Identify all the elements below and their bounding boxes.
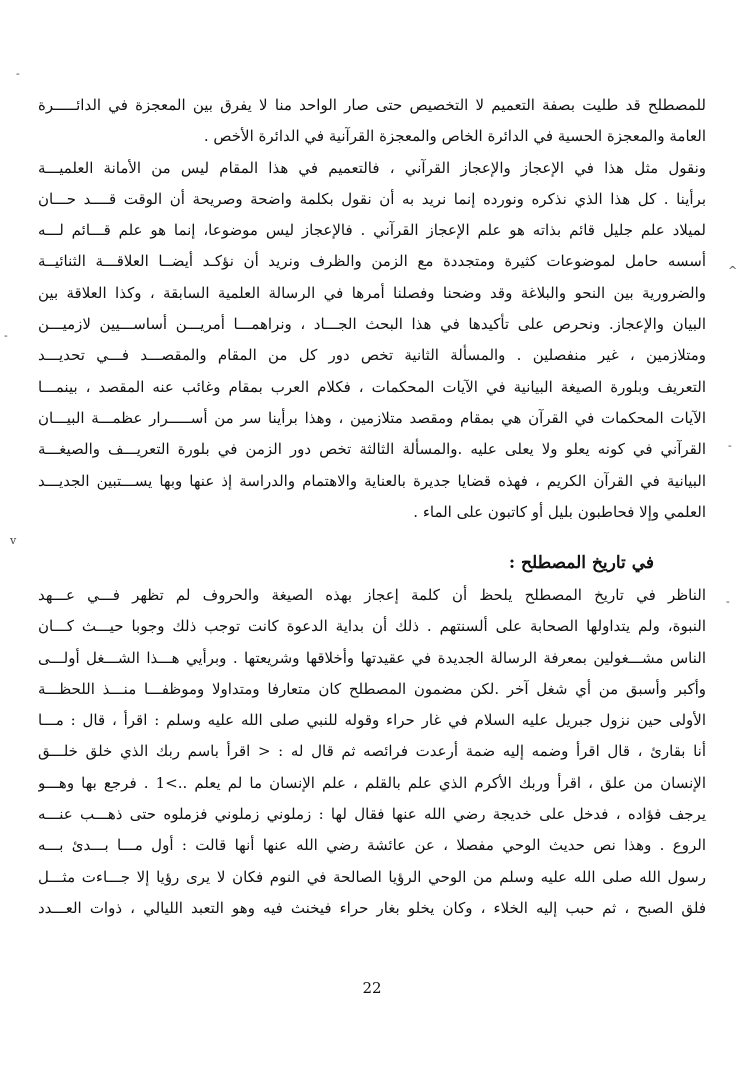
text-line: الناظر في تاريخ المصطلح يلحظ أن كلمة إعجاز بهذه الصيغة والحروف لم تظهر فـــي عـــهد xyxy=(38,586,706,604)
text-line: للمصطلح قد طليت بصفة التعميم لا التخصيص حتى صار الواحد منا لا يفرق بين المعجزة في الدائـــــرة xyxy=(38,96,706,114)
text-line: أسسه حامل لموضوعات كثيرة ومتجددة مع الزمن والظرف ونريد أن نؤكـد أيضــا العلاقـــة الثنائيــة xyxy=(38,252,706,271)
body-text-section-2 xyxy=(38,580,706,960)
text-line: الآيات المحكمات في القرآن هي بمقام ومقصد متلازمين ، وهذا برأينا سر من أســـــرار عظمـــة البيـــان xyxy=(38,408,706,427)
text-line: رسول الله صلى الله عليه وسلم من الوحي الرؤيا الصالحة في النوم فكان لا يرى رؤيا إلا جـــاءت مثـــل xyxy=(38,867,706,886)
text-line: أنا بقارئ ، قال اقرأ وضمه إليه ضمة أرعدت فرائصه ثم قال له : < اقرأ باسم ربك الذي خلق خلـــق xyxy=(38,742,706,761)
margin-mark: - xyxy=(4,329,8,342)
text-line: الناس مشـــغولين بمعرفة الرسالة الجديدة في عقيدتها وأخلاقها وشريعتها . وبرأيي هـــذا الشـــغل أولـــى xyxy=(38,648,706,667)
text-line: ومتلازمين ، غير منفصلين . والمسألة الثانية تخص دور كل من المقام والمقصـــد فـــي تحديـــد xyxy=(38,346,706,365)
section-heading: في تاريخ المصطلح : xyxy=(508,553,654,573)
margin-mark: v xyxy=(10,534,17,547)
text-line: البيان والإعجاز. ونحرص على تأكيدها في هذا البحث الجـــاد ، ونراهمـــا أمريـــن أساســـيين لازميـــن xyxy=(38,315,706,334)
page-number: 22 xyxy=(362,979,382,997)
text-line: البيانية في القرآن الكريم ، فهذه قضايا جديرة بالعناية والاهتمام والدراسة إذ عنها وبها يســـتبين الجديـــد xyxy=(38,471,706,490)
body-text-section-1 xyxy=(38,90,706,550)
text-line: والضرورية بين النحو والبلاغة وقد وضحنا وفصلنا أمرها في الرسالة العلمية السابقة ، وكذا العلاقة بين xyxy=(38,283,706,302)
text-line: لميلاد علم جليل قائم بذاته هو علم الإعجاز القرآني . فالإعجاز ليس موضوعا، إنما هو علم قـــائم لـــه xyxy=(38,221,706,240)
text-line: وأكبر وأسبق من أي شغل آخر .لكن مضمون المصطلح كان متعارفا ومتداولا وموظفـــا منـــذ اللحظـــة xyxy=(38,679,706,698)
text-line: التعريف وبلورة الصيغة البيانية في الآيات المحكمات ، فكلام العرب بمقام وغائب عنه المقصد ، بينمـــا xyxy=(38,377,706,396)
text-line: برأينا . كل هذا الذي نذكره ونورده إنما نريد به أن نقول بكلمة واضحة وصريحة أن الوقت قــــد حـــان xyxy=(38,189,706,208)
margin-mark: ^ xyxy=(728,264,738,277)
text-line: يرجف فؤاده ، فدخل على خديجة رضي الله عنها فقال لها : زملوني زملوني فزملوه حتى ذهـــب عنـــه xyxy=(38,805,706,824)
margin-mark: - xyxy=(728,439,732,452)
text-line: النبوة، ولم يتداولها الصحابة على ألسنتهم . ذلك أن بداية الدعوة كانت توجب ذلك وجوبا حيـــث كـــان xyxy=(38,617,706,636)
text-line: القرآني في كونه يعلو ولا يعلى عليه .والمسألة الثالثة تخص دور الزمن في بلورة التعريـــف والصيغـــة xyxy=(38,440,706,459)
margin-mark: - xyxy=(16,67,20,80)
text-line: الأولى حين نزول جبريل عليه السلام في غار حراء وقوله للنبي صلى الله عليه وسلم : اقرأ ، قال : مـــا xyxy=(38,711,706,730)
text-line: ونقول مثل هذا في الإعجاز والإعجاز القرآني ، فالتعميم في هذا المقام ليس من الأمانة العلميـــة xyxy=(38,158,706,177)
text-line: الروع . وهذا نص حديث الوحي مفصلا ، عن عائشة رضي الله عنها أنها قالت : أول مـــا بـــدئ بـــه xyxy=(38,836,706,855)
margin-mark: - xyxy=(726,595,730,608)
text-line: العامة والمعجزة الحسية في الدائرة الخاص والمعجزة القرآنية في الدائرة الأخص . xyxy=(203,127,706,146)
text-line: الإنسان من علق ، اقرأ وربك الأكرم الذي علم بالقلم ، علم الإنسان ما لم يعلم ..>1 . فرجع بها وهـــو xyxy=(38,773,706,792)
text-line: فلق الصبح ، ثم حبب إليه الخلاء ، وكان يخلو بغار حراء فيخنث فيه وهو التعبد الليالي ، ذوات العـــدد xyxy=(38,898,706,917)
text-line: العلمي وإلا فحاطبون بليل أو كاتبون على الماء . xyxy=(413,502,706,521)
